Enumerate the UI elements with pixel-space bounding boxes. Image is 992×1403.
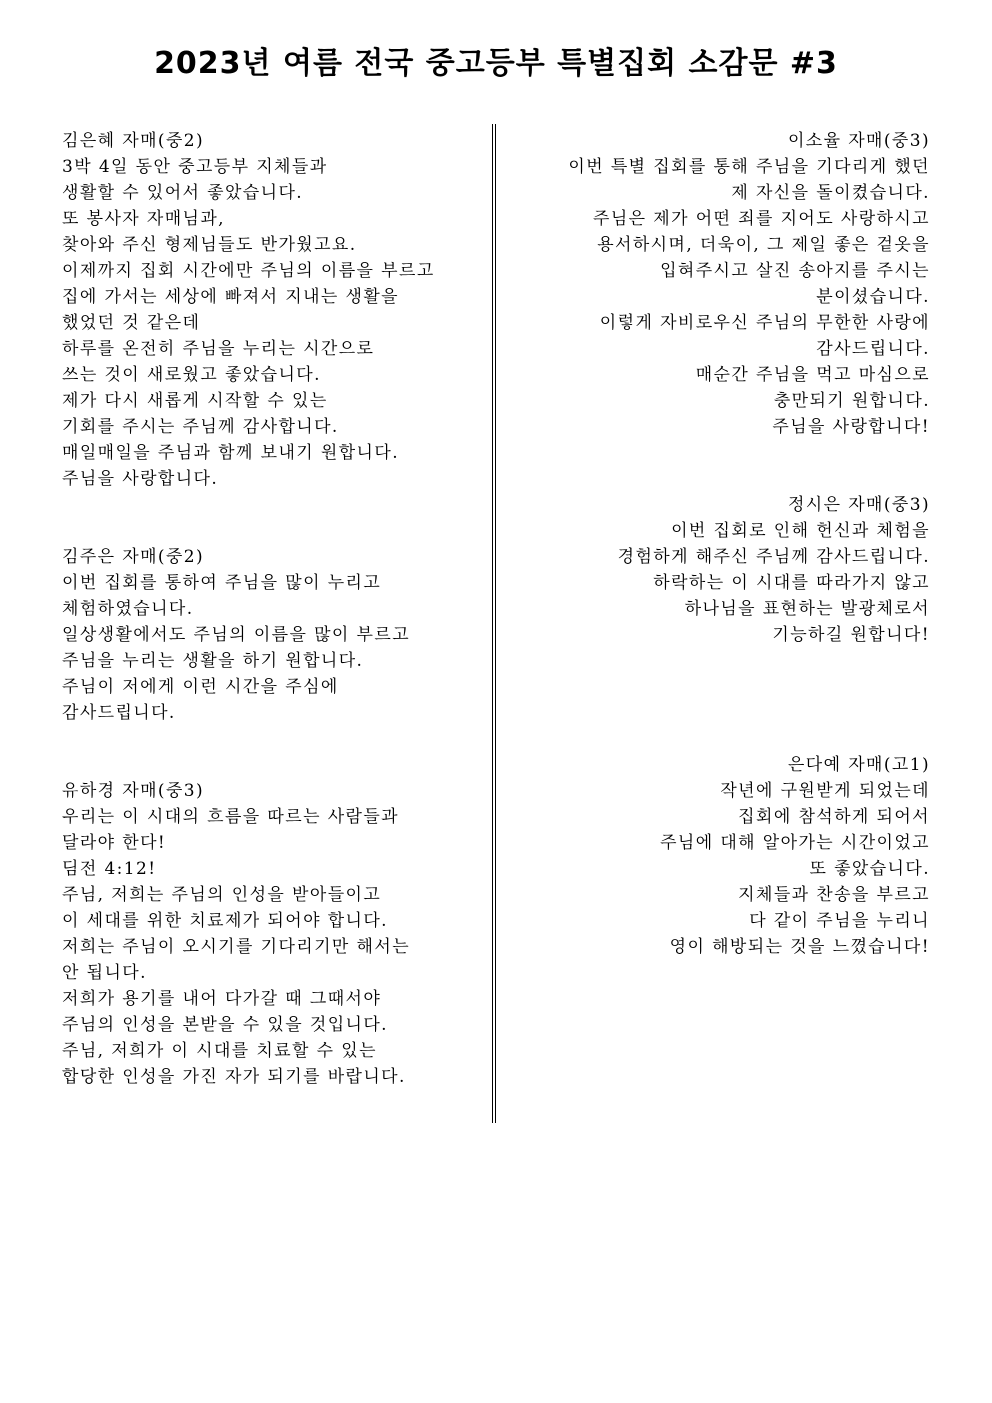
testimony-line: 하나님을 표현하는 발광체로서 — [684, 599, 930, 619]
testimony-author: 김주은 자매(중2) — [62, 547, 205, 567]
testimony-line: 감사드립니다. — [816, 339, 930, 359]
testimony-line: 안 됩니다. — [62, 963, 147, 983]
testimony-line: 저희는 주님이 오시기를 기다리기만 해서는 — [62, 937, 411, 957]
section-spacer — [62, 726, 494, 778]
testimony-line: 또 봉사자 자매님과, — [62, 209, 225, 229]
testimony-author: 김은혜 자매(중2) — [62, 131, 205, 151]
testimony-line: 우리는 이 시대의 흐름을 따르는 사람들과 — [62, 807, 399, 827]
testimony-author: 이소율 자매(중3) — [787, 131, 930, 151]
testimony-line: 이제까지 집회 시간에만 주님의 이름을 부르고 — [62, 261, 435, 281]
testimony-line: 달라야 한다! — [62, 833, 167, 853]
testimony-line: 지체들과 찬송을 부르고 — [738, 885, 930, 905]
testimony-line: 영이 해방되는 것을 느꼈습니다! — [669, 937, 930, 957]
testimony-line: 기회를 주시는 주님께 감사합니다. — [62, 417, 339, 437]
testimony-author: 은다예 자매(고1) — [787, 755, 930, 775]
testimony-author: 유하경 자매(중3) — [62, 781, 205, 801]
testimony-line: 생활할 수 있어서 좋았습니다. — [62, 183, 304, 203]
section-spacer — [498, 648, 930, 752]
testimony-line: 3박 4일 동안 중고등부 지체들과 — [62, 157, 328, 177]
testimony-line: 이번 특별 집회를 통해 주님을 기다리게 했던 — [568, 157, 930, 177]
testimony-line: 또 좋았습니다. — [809, 859, 930, 879]
testimony-line: 주님을 누리는 생활을 하기 원합니다. — [62, 651, 364, 671]
testimony-line: 제가 다시 새롭게 시작할 수 있는 — [62, 391, 328, 411]
testimony-line: 제 자신을 돌이켰습니다. — [731, 183, 930, 203]
testimony-line: 주님의 인성을 본받을 수 있을 것입니다. — [62, 1015, 388, 1035]
testimony-line: 일상생활에서도 주님의 이름을 많이 부르고 — [62, 625, 411, 645]
testimony-line: 분이셨습니다. — [816, 287, 930, 307]
testimony-line: 주님이 저에게 이런 시간을 주심에 — [62, 677, 339, 697]
testimony-line: 했었던 것 같은데 — [62, 313, 201, 333]
testimony-line: 기능하길 원합니다! — [772, 625, 930, 645]
testimony-line: 다 같이 주님을 누리니 — [749, 911, 930, 931]
testimony-line: 저희가 용기를 내어 다가갈 때 그때서야 — [62, 989, 382, 1009]
testimony-author: 정시은 자매(중3) — [787, 495, 930, 515]
testimony-line: 이번 집회를 통하여 주님을 많이 누리고 — [62, 573, 382, 593]
section-spacer — [498, 440, 930, 492]
testimony-line: 충만되기 원합니다. — [773, 391, 930, 411]
testimony-kim-eunhye — [62, 128, 494, 492]
section-spacer — [62, 492, 494, 544]
testimony-line: 합당한 인성을 가진 자가 되기를 바랍니다. — [62, 1067, 406, 1087]
testimony-line: 경험하게 해주신 주님께 감사드립니다. — [617, 547, 930, 567]
testimony-line: 하락하는 이 시대를 따라가지 않고 — [653, 573, 930, 593]
testimony-line: 이렇게 자비로우신 주님의 무한한 사랑에 — [599, 313, 930, 333]
testimony-line: 쓰는 것이 새로웠고 좋았습니다. — [62, 365, 321, 385]
testimony-line: 집에 가서는 세상에 빠져서 지내는 생활을 — [62, 287, 399, 307]
page-title: 2023년 여름 전국 중고등부 특별집회 소감문 #3 — [154, 46, 838, 81]
testimony-line: 하루를 온전히 주님을 누리는 시간으로 — [62, 339, 375, 359]
testimony-line: 용서하시며, 더욱이, 그 제일 좋은 겉옷을 — [597, 235, 930, 255]
testimony-line: 입혀주시고 살진 송아지를 주시는 — [660, 261, 930, 281]
testimony-line: 주님에 대해 알아가는 시간이었고 — [660, 833, 930, 853]
testimony-line: 집회에 참석하게 되어서 — [738, 807, 930, 827]
testimony-line: 딤전 4:12! — [62, 859, 157, 879]
testimony-line: 감사드립니다. — [62, 703, 176, 723]
testimony-line: 이 세대를 위한 치료제가 되어야 합니다. — [62, 911, 388, 931]
left-column — [62, 128, 494, 1090]
testimony-line: 찾아와 주신 형제님들도 반가웠고요. — [62, 235, 357, 255]
testimony-eun-daye — [498, 752, 930, 960]
testimony-line: 주님을 사랑합니다! — [772, 417, 930, 437]
testimony-yu-hakyung — [62, 778, 494, 1090]
right-column — [498, 128, 930, 960]
testimony-line: 매순간 주님을 먹고 마심으로 — [695, 365, 930, 385]
testimony-line: 주님, 저희가 이 시대를 치료할 수 있는 — [62, 1041, 377, 1061]
testimony-lee-soyul — [498, 128, 930, 440]
testimony-line: 주님, 저희는 주님의 인성을 받아들이고 — [62, 885, 382, 905]
testimony-line: 주님은 제가 어떤 죄를 지어도 사랑하시고 — [593, 209, 930, 229]
testimony-kim-jueun — [62, 544, 494, 726]
testimony-line: 작년에 구원받게 되었는데 — [720, 781, 930, 801]
testimony-line: 체험하였습니다. — [62, 599, 194, 619]
testimony-line: 이번 집회로 인해 헌신과 체험을 — [671, 521, 930, 541]
testimony-line: 매일매일을 주님과 함께 보내기 원합니다. — [62, 443, 399, 463]
testimony-line: 주님을 사랑합니다. — [62, 469, 219, 489]
testimony-jeong-sieun — [498, 492, 930, 648]
